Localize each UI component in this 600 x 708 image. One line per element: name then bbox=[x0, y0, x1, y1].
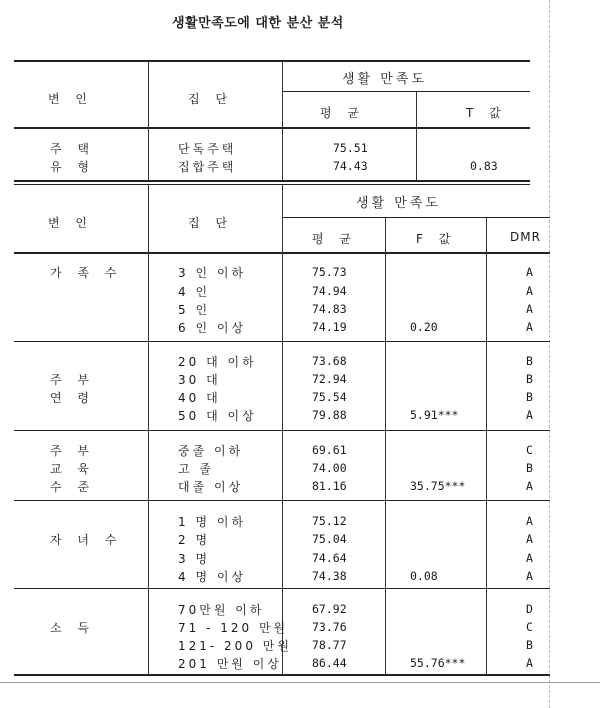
table-row-dmr: A bbox=[526, 320, 533, 334]
table-row-mean: 69.61 bbox=[312, 443, 347, 457]
table-row-dmr: B bbox=[526, 638, 533, 652]
table-1-variable-line-2: 유 형 bbox=[50, 160, 95, 174]
table-1-group-2: 집합주택 bbox=[178, 160, 237, 174]
table-row-dmr: A bbox=[526, 479, 533, 493]
scan-bottom-edge bbox=[0, 682, 600, 683]
table-row-dmr: B bbox=[526, 390, 533, 404]
table-1-header-bottom-rule bbox=[14, 127, 530, 129]
scan-edge-dashed-line bbox=[549, 0, 550, 708]
table-row-group: 1 명 이하 bbox=[178, 515, 247, 529]
document-title: 생활만족도에 대한 분산 분석 bbox=[172, 16, 344, 31]
section-3-variable-line-2: 교 육 bbox=[50, 462, 95, 476]
table-2-header-dmr: DMR bbox=[510, 230, 541, 244]
table-2-header-split-rule bbox=[282, 217, 550, 218]
table-row-mean: 73.76 bbox=[312, 620, 347, 634]
table-row-mean: 74.94 bbox=[312, 284, 347, 298]
table-row-dmr: A bbox=[526, 514, 533, 528]
table-2-header-group: 집 단 bbox=[188, 216, 233, 230]
table-1-header-satisfaction: 생활 만족도 bbox=[342, 72, 427, 87]
table-2-vline-2 bbox=[282, 185, 283, 675]
table-row-mean: 75.04 bbox=[312, 532, 347, 546]
table-row-group: 고 졸 bbox=[178, 462, 214, 476]
table-row-group: 50 대 이상 bbox=[178, 409, 257, 423]
table-row-mean: 74.83 bbox=[312, 302, 347, 316]
table-row-mean: 81.16 bbox=[312, 479, 347, 493]
table-row-dmr: B bbox=[526, 354, 533, 368]
table-2-vline-1 bbox=[148, 185, 149, 675]
table-row-mean: 72.94 bbox=[312, 372, 347, 386]
table-1-mean-1: 75.51 bbox=[333, 141, 368, 155]
table-row-group: 4 인 bbox=[178, 285, 211, 299]
table-1-header-tvalue: T 값 bbox=[466, 106, 507, 120]
table-2-top-rule bbox=[14, 184, 530, 185]
table-1-tvalue: 0.83 bbox=[470, 159, 498, 173]
table-row-dmr: A bbox=[526, 551, 533, 565]
table-row-group: 121- 200 만원 bbox=[178, 639, 292, 653]
table-2-header-fvalue: F 값 bbox=[416, 232, 457, 246]
table-1-header-variable: 변 인 bbox=[48, 92, 93, 106]
section-2-fvalue: 5.91*** bbox=[410, 408, 459, 422]
table-row-mean: 75.54 bbox=[312, 390, 347, 404]
table-row-mean: 78.77 bbox=[312, 638, 347, 652]
table-row-mean: 74.64 bbox=[312, 551, 347, 565]
table-row-group: 70만원 이하 bbox=[178, 603, 265, 617]
section-5-variable-line-1: 소 득 bbox=[50, 621, 95, 635]
table-row-dmr: A bbox=[526, 265, 533, 279]
table-row-mean: 86.44 bbox=[312, 656, 347, 670]
table-1-header-group: 집 단 bbox=[188, 92, 233, 106]
table-row-dmr: B bbox=[526, 461, 533, 475]
table-row-group: 2 명 bbox=[178, 533, 211, 547]
table-row-mean: 79.88 bbox=[312, 408, 347, 422]
table-1-bottom-rule bbox=[14, 180, 530, 182]
table-row-group: 30 대 bbox=[178, 373, 221, 387]
table-row-group: 20 대 이하 bbox=[178, 355, 257, 369]
table-row-dmr: A bbox=[526, 569, 533, 583]
section-2-variable-line-1: 주 부 bbox=[50, 373, 95, 387]
section-3-variable-line-3: 수 준 bbox=[50, 480, 95, 494]
table-row-mean: 74.00 bbox=[312, 461, 347, 475]
table-row-dmr: A bbox=[526, 408, 533, 422]
table-row-mean: 74.38 bbox=[312, 569, 347, 583]
table-1-group-1: 단독주택 bbox=[178, 142, 237, 156]
table-2-header-satisfaction: 생활 만족도 bbox=[356, 196, 441, 211]
table-row-dmr: A bbox=[526, 656, 533, 670]
section-5-fvalue: 55.76*** bbox=[410, 656, 466, 670]
section-1-fvalue: 0.20 bbox=[410, 320, 438, 334]
table-row-dmr: A bbox=[526, 532, 533, 546]
table-row-group: 5 인 bbox=[178, 303, 211, 317]
table-1-top-rule bbox=[14, 60, 530, 62]
section-4-fvalue: 0.08 bbox=[410, 569, 438, 583]
table-row-mean: 75.12 bbox=[312, 514, 347, 528]
section-3-fvalue: 35.75*** bbox=[410, 479, 466, 493]
table-row-mean: 67.92 bbox=[312, 602, 347, 616]
table-row-group: 중졸 이하 bbox=[178, 444, 244, 458]
table-row-group: 3 인 이하 bbox=[178, 266, 247, 280]
table-row-dmr: D bbox=[526, 602, 533, 616]
table-row-mean: 75.73 bbox=[312, 265, 347, 279]
table-row-group: 40 대 bbox=[178, 391, 221, 405]
table-row-dmr: A bbox=[526, 284, 533, 298]
section-1-variable-line-1: 가 족 수 bbox=[50, 266, 123, 280]
table-row-dmr: C bbox=[526, 620, 533, 634]
table-row-dmr: C bbox=[526, 443, 533, 457]
table-row-group: 201 만원 이상 bbox=[178, 657, 282, 671]
section-3-variable-line-1: 주 부 bbox=[50, 444, 95, 458]
table-row-dmr: A bbox=[526, 302, 533, 316]
table-1-mean-2: 74.43 bbox=[333, 159, 368, 173]
table-1-vline-1 bbox=[148, 61, 149, 181]
table-row-group: 4 명 이상 bbox=[178, 570, 247, 584]
table-row-mean: 74.19 bbox=[312, 320, 347, 334]
table-row-group: 6 인 이상 bbox=[178, 321, 247, 335]
table-row-group: 3 명 bbox=[178, 552, 211, 566]
table-row-group: 71 - 120 만원 bbox=[178, 621, 289, 635]
section-4-variable-line-1: 자 녀 수 bbox=[50, 533, 123, 547]
table-row-dmr: B bbox=[526, 372, 533, 386]
table-row-mean: 73.68 bbox=[312, 354, 347, 368]
section-2-variable-line-2: 연 령 bbox=[50, 391, 95, 405]
table-2-header-variable: 변 인 bbox=[48, 216, 93, 230]
table-1-vline-3 bbox=[416, 92, 417, 181]
table-row-group: 대졸 이상 bbox=[178, 480, 244, 494]
table-1-vline-2 bbox=[282, 61, 283, 181]
table-2-vline-3 bbox=[385, 218, 386, 675]
table-1-variable-line-1: 주 택 bbox=[50, 142, 95, 156]
table-1-header-split-rule bbox=[282, 91, 530, 92]
table-2-header-mean: 평 균 bbox=[312, 232, 357, 246]
table-2-vline-4 bbox=[486, 218, 487, 675]
table-1-header-mean: 평 균 bbox=[320, 106, 365, 120]
